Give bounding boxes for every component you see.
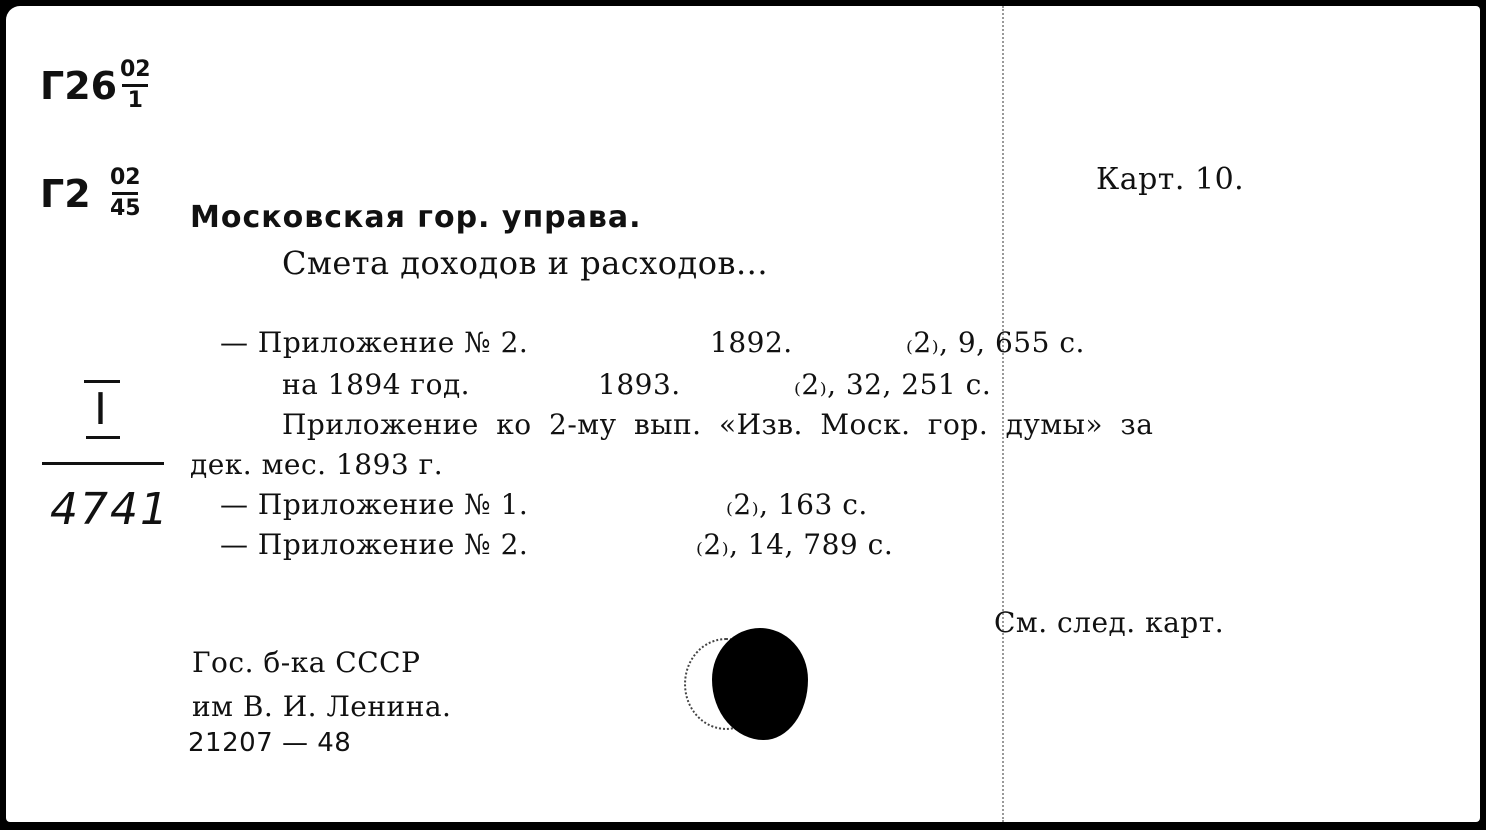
- entry-4-pages: ₍2₎, 163 с.: [726, 488, 868, 521]
- entry-2-year: 1893.: [598, 368, 681, 401]
- author-heading: Московская гор. управа.: [190, 200, 642, 235]
- entry-3-line: Приложение ко 2-му вып. «Изв. Моск. гор. думы» за: [282, 408, 1154, 441]
- shelf-mark-2-denominator: 45: [110, 196, 141, 221]
- library-name: Гос. б-ка СССР: [192, 646, 421, 679]
- shelf-mark-2-fraction: [110, 166, 141, 221]
- entry-5-pages: ₍2₎, 14, 789 с.: [696, 528, 894, 561]
- library-name-line2: им В. И. Ленина.: [192, 690, 452, 723]
- entry-2-label: на 1894 год.: [282, 368, 471, 401]
- roman-numeral: I: [94, 384, 107, 435]
- shelf-mark-2-prefix: Г2: [40, 172, 91, 216]
- shelf-mark-1-numerator: 02: [120, 57, 151, 82]
- title-line: Смета доходов и расходов...: [282, 244, 768, 282]
- fraction-bar: [112, 192, 138, 195]
- entry-4-label: — Приложение № 1.: [220, 488, 529, 521]
- entry-1-year: 1892.: [710, 326, 793, 359]
- roman-overbar: [84, 380, 120, 383]
- shelf-mark-1-fraction: [120, 58, 151, 113]
- shelf-mark-1-prefix: Г26: [40, 64, 118, 108]
- catalog-card: [6, 6, 1480, 822]
- see-next-card: См. след. карт.: [994, 606, 1225, 639]
- print-code: 21207 — 48: [188, 728, 352, 758]
- card-number: Карт. 10.: [1096, 162, 1245, 197]
- shelf-mark-2-numerator: 02: [110, 165, 141, 190]
- entry-2-pages: ₍2₎, 32, 251 с.: [794, 368, 992, 401]
- entry-1-label: — Приложение № 2.: [220, 326, 529, 359]
- entry-1-pages: ₍2₎, 9, 655 с.: [906, 326, 1085, 359]
- roman-underbar: [86, 436, 120, 439]
- inventory-divider: [42, 462, 164, 465]
- entry-3-continuation: дек. мес. 1893 г.: [190, 448, 444, 481]
- inventory-number: 4741: [50, 484, 170, 535]
- fraction-bar: [122, 84, 148, 87]
- entry-5-label: — Приложение № 2.: [220, 528, 529, 561]
- shelf-mark-1-denominator: 1: [127, 88, 143, 113]
